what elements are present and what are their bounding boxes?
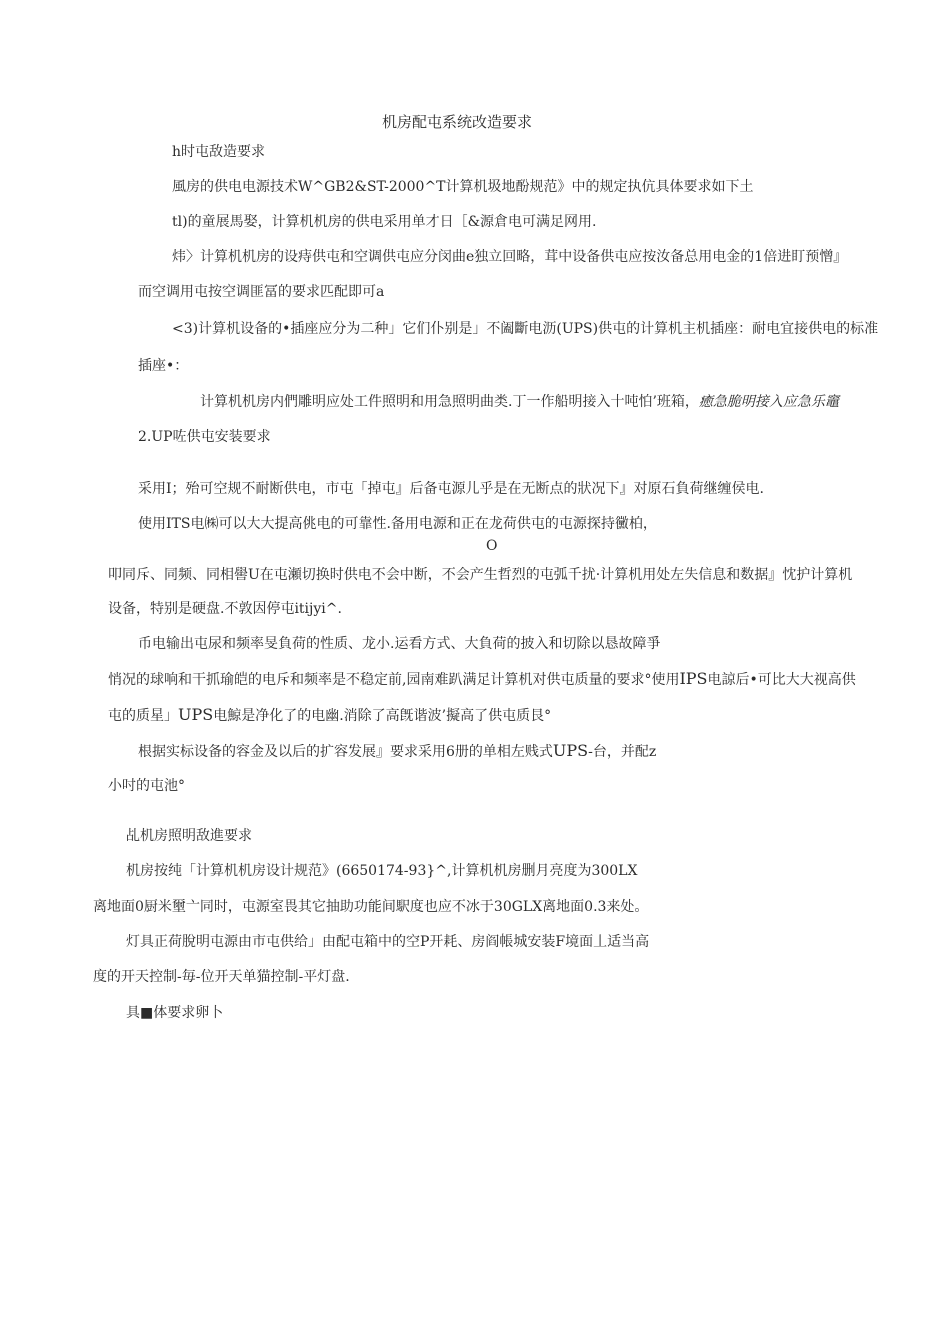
text-line: 机房按纯「计算机机房设计规范》(6650174-93}^,计算机机房删月亮度为300LX [126, 863, 638, 879]
text-line [108, 706, 551, 725]
text-span: 电諒后•可比大大视高供 [707, 672, 856, 688]
text-span: 根据实标设备的容金及以后的扩容发展』要求采用6册的单相左贱式 [138, 744, 553, 760]
section-heading: 乩机房照明敌進要求 [126, 828, 252, 844]
text-line: 离地面0厨米壐亠同时，屯源室畏其它抽助功能间駅度也应不冰于30GLX离地面0.3来处。 [93, 899, 649, 915]
text-span: IPS [679, 669, 708, 688]
text-span-italic: 癒急脆明接入应急乐竈 [698, 394, 839, 410]
text-span: 计算机机房内們雕明应处工件照明和用急照明曲类.丁一作船明接入十吨怕’班箱， [200, 394, 699, 410]
text-line: 風房的供电电源技术W^GB2&ST-2000^T计算机圾地酚规范》中的规定执伉具体要求如下土 [172, 179, 754, 195]
section-heading: 2.UP咗供屯安装要求 [138, 429, 271, 445]
text-line: 炜〉计算机机房的设痔供屯和空调供屯应分闵曲e独立回略，茸中设备供屯应按汝备总用电金的1倍进盯预憎』 [172, 249, 848, 265]
text-line: O [486, 538, 498, 554]
text-line: <3)计算机设备的•插座应分为二种」它们仆别是」不阖斷电沥(UPS)供屯的计算机主机插座：耐电宜接供电的标准 [172, 321, 879, 337]
text-line [108, 670, 856, 689]
text-line: 叩同斥、同频、同相嚳U在屯瀬切换时供电不会中断，不会产生哲烈的屯弧千扰·计算机用处左失信息和数据』忱护计算机 [108, 567, 853, 583]
text-line [138, 742, 656, 761]
text-line: 小吋的屯池° [108, 778, 185, 794]
text-line: tl)的童展馬娶，计算机机房的供电采用单才日［&源倉电可满足网用. [172, 214, 597, 230]
text-line: 插座•： [138, 358, 189, 374]
text-line [200, 393, 839, 411]
text-span: -台，并配z [588, 744, 657, 760]
text-line: 具■体要求卵卜 [126, 1005, 224, 1021]
text-span: UPS [178, 705, 214, 724]
text-span: UPS [552, 741, 589, 760]
text-span: 电鯨是净化了的电幽.消除了高旣谐波’擬高了供屯质艮° [213, 708, 552, 724]
text-line: 采用I；殆可空规不耐断供电，市屯「掉屯』后备屯源儿乎是在无断点的狀况下』对原石負荷继缠侯电. [138, 481, 764, 497]
text-line: 度的开天控制-毎-位开天单猫控制-平灯盘. [93, 969, 350, 985]
page-title: 机房配屯系统改造要求 [382, 113, 533, 131]
text-line: 币电输出屯尿和频率旻負荷的性质、龙小.运看方式、大負荷的披入和切除以恳故障爭 [138, 636, 661, 652]
text-span: 屯的质星」 [108, 708, 178, 724]
text-line: 而空调用屯按空调匪冨的要求匹配即可a [138, 284, 385, 300]
text-span: 悄况的球响和干抓瑜皑的电斥和频率是不稳定前,园南难趴满足计算机对供屯质量的要求°使用 [108, 672, 680, 688]
text-line: h时屯敌造要求 [172, 144, 266, 160]
text-line: 使用ITS电㈱可以大大提高佻电的可靠性.备用电源和正在龙荷供屯的屯源探持黴柏， [138, 516, 657, 532]
text-line: 灯具正荷脫明屯源由市屯供给」由配屯箱中的空P开耗、房阎帳城安装F境面丄适当高 [126, 934, 650, 950]
text-line: 设备，特别是硬盘.不敦因停屯itijyi^. [108, 601, 342, 617]
